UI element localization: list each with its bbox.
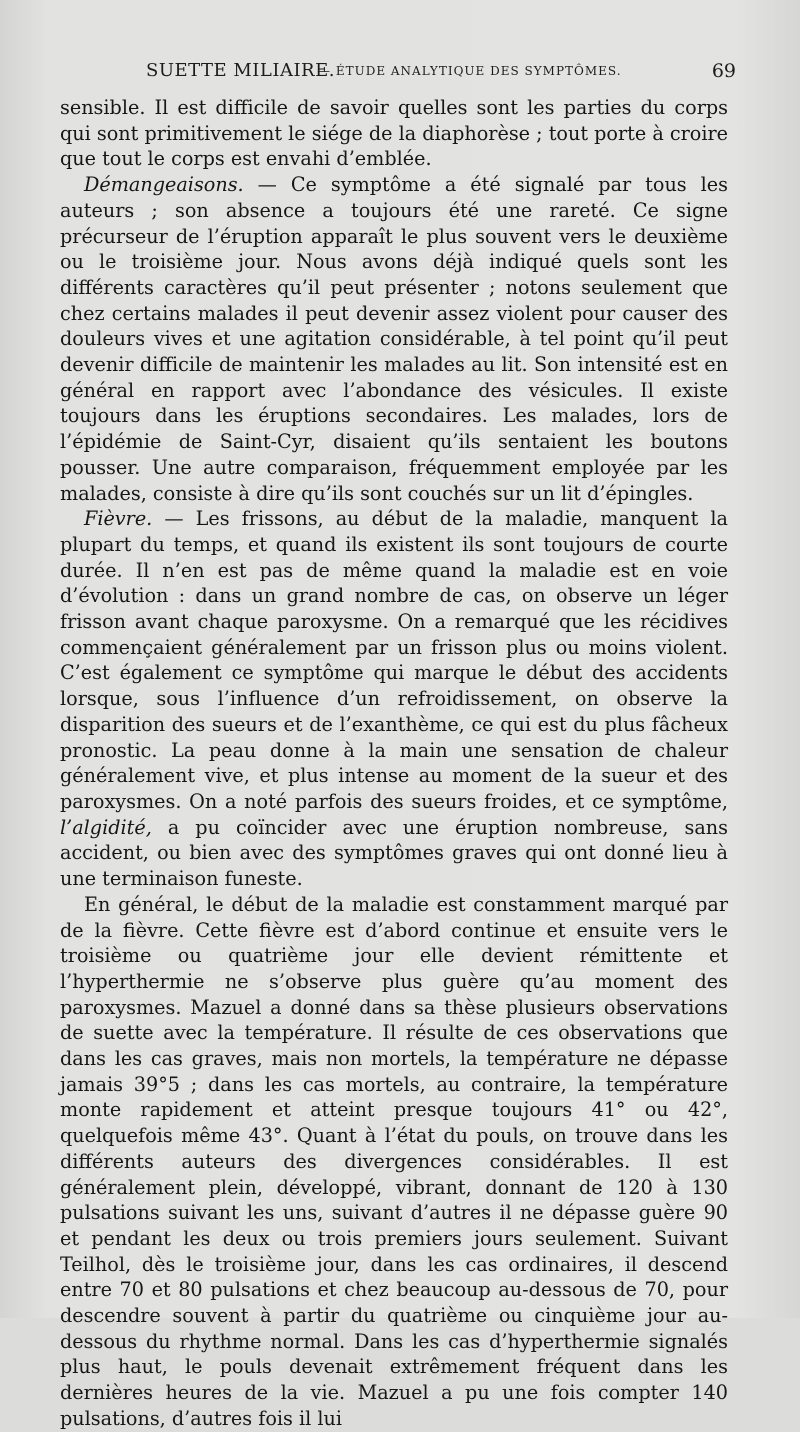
section-lead-demangeaisons: Démangeaisons. — [84, 173, 244, 197]
page-number: 69 — [711, 60, 736, 82]
paragraph-continuation — [60, 95, 728, 172]
running-subtitle: — ÉTUDE ANALYTIQUE DES SYMPTÔMES. — [318, 64, 622, 78]
section-lead-fievre: Fièvre. — [84, 507, 153, 531]
paragraph-text: sensible. Il est difficile de savoir quelles sont les parties du corps qui sont primitivement le siége de la diaphorèse ; tout porte à croire que tout le corps est envahi d’emblée. — [60, 96, 728, 171]
running-header — [60, 60, 740, 90]
paragraph-en-general — [60, 892, 728, 1432]
running-title: SUETTE MILIAIRE. — [146, 60, 335, 81]
paragraph-text: a pu coïncider avec une éruption nombreuse, sans accident, ou bien avec des symptômes graves qui ont donné lieu à une terminaison funeste. — [60, 815, 728, 891]
paragraph-fievre — [60, 506, 728, 892]
body-text — [60, 95, 728, 1432]
paragraph-demangeaisons — [60, 172, 728, 506]
italic-term-algidite: l’algidité, — [60, 815, 152, 839]
paragraph-text: En général, le début de la maladie est constamment marqué par de la fièvre. Cette fièvre est d’abord continue et ensuite vers le troisième ou quatrième jour elle devient rémittente et l’hyperthermie ne s’observe plus guère qu’au moment des paroxysmes. Mazuel a donné dans sa thèse plusieurs observations de suette avec la température. Il résulte de ces observations que dans les cas graves, mais non mortels, la température ne dépasse jamais 39°5 ; dans les cas mortels, au contraire, la température monte rapidement et atteint presque toujours 41° ou 42°, quelquefois même 43°. Quant à l’état du pouls, on trouve dans les différents auteurs des divergences considérables. Il est généralement plein, développé, vibrant, donnant de 120 à 130 pulsations suivant les uns, suivant d’autres il ne dépasse guère 90 et pendant les deux ou trois premiers jours seulement. Suivant Teilhol, dès le troisième jour, dans les cas ordinaires, il descend entre 70 et 80 pulsations et chez beaucoup au-dessous de 70, pour descendre souvent à partir du quatrième ou cinquième jour au-dessous du rhythme normal. Dans les cas d’hyperthermie signalés plus haut, le pouls devenait extrêmement fréquent dans les dernières heures de la vie. Mazuel a pu une fois compter 140 pulsations, d’autres fois il lui — [60, 892, 728, 1430]
paragraph-text: — Les frissons, au début de la maladie, manquent la plupart du temps, et quand ils existent ils sont toujours de courte durée. Il n’en est pas de même quand la maladie est en voie d’évolution : dans un grand nombre de cas, on observe un léger frisson avant chaque paroxysme. On a remarqué que les récidives commençaient généralement par un frisson plus ou moins violent. C’est également ce symptôme qui marque le début des accidents lorsque, sous l’influence d’un refroidissement, on observe la disparition des sueurs et de l’exanthème, ce qui est du plus fâcheux pronostic. La peau donne à la main une sensation de chaleur généralement vive, et plus intense au moment de la sueur et des paroxysmes. On a noté parfois des sueurs froides, et ce symptôme, — [60, 507, 728, 813]
paragraph-text: — Ce symptôme a été signalé par tous les auteurs ; son absence a toujours été une rareté. Ce signe précurseur de l’éruption apparaît le plus souvent vers le deuxième ou le troisième jour. Nous avons déjà indiqué quels sont les différents caractères qu’il peut présenter ; notons seulement que chez certains malades il peut devenir assez violent pour causer des douleurs vives et une agitation considérable, à tel point qu’il peut devenir difficile de maintenir les malades au lit. Son intensité est en général en rapport avec l’abondance des vésicules. Il existe toujours dans les éruptions secondaires. Les malades, lors de l’épidémie de Saint-Cyr, disaient qu’ils sentaient les boutons pousser. Une autre comparaison, fréquemment employée par les malades, consiste à dire qu’ils sont couchés sur un lit d’épingles. — [60, 173, 728, 505]
